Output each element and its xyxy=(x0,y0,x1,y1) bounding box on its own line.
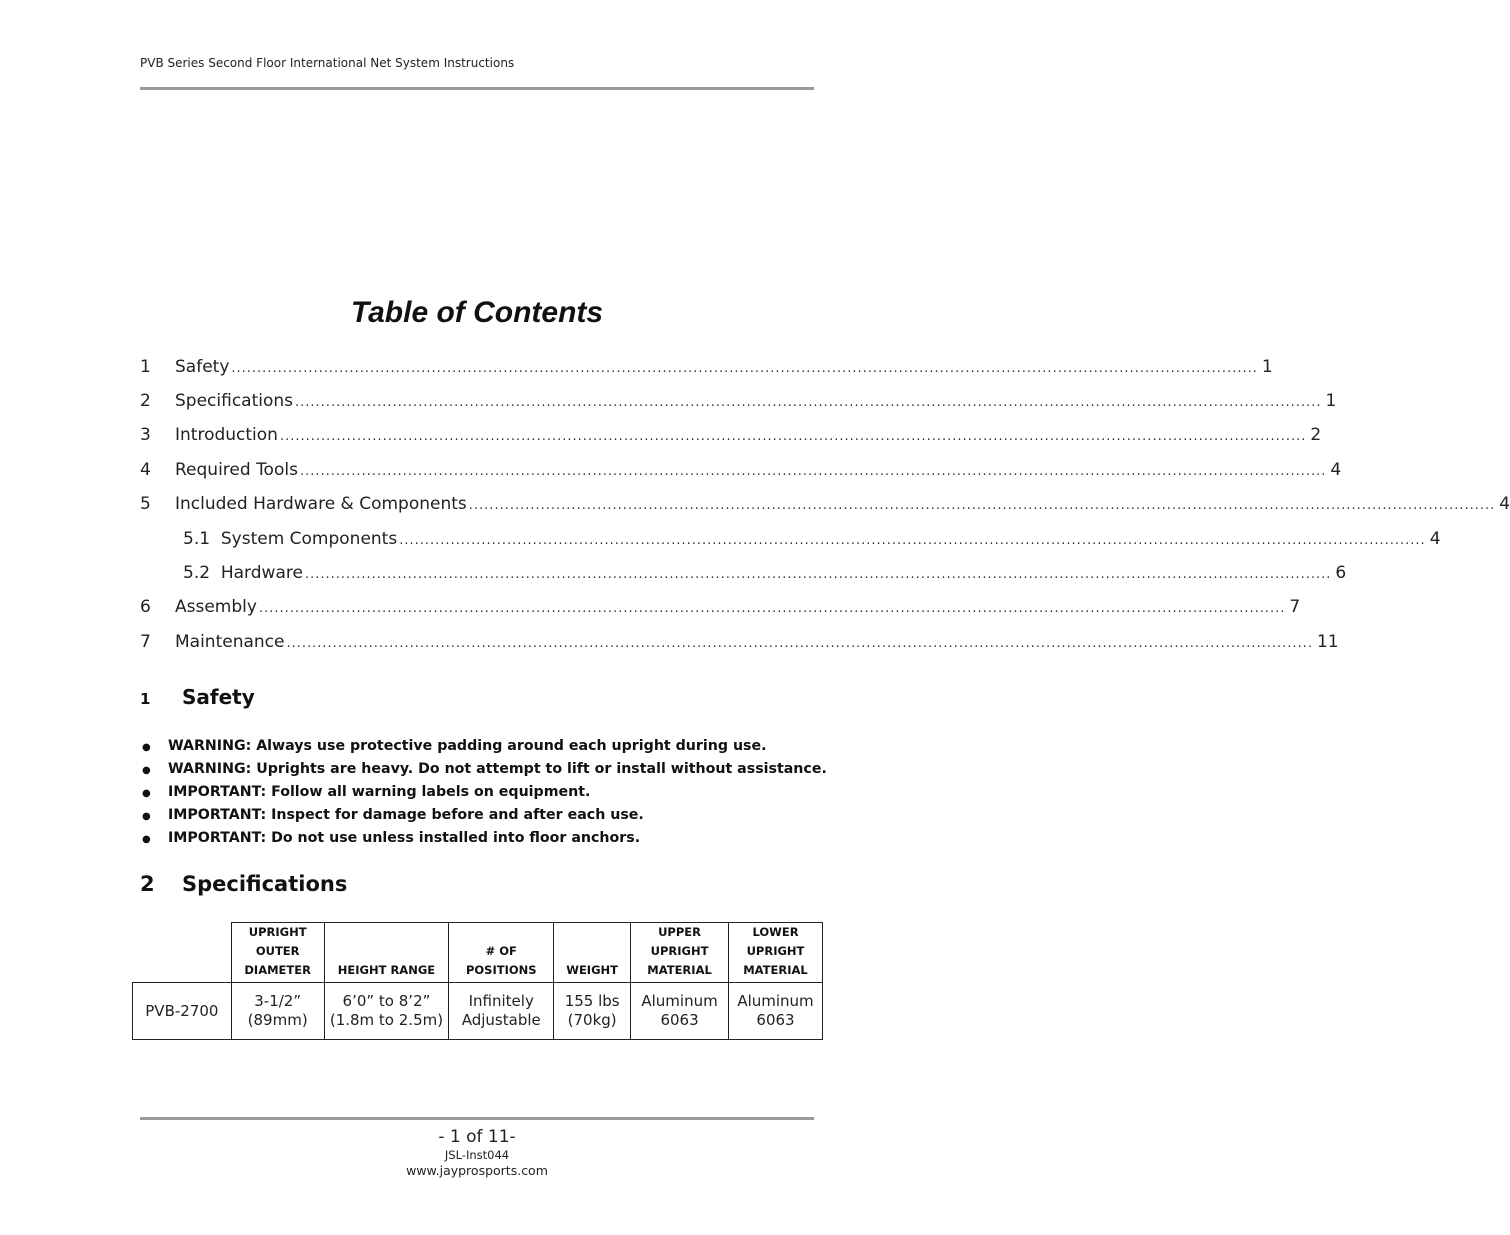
model-cell: PVB-2700 xyxy=(133,983,232,1040)
toc-leader-dots: ........................................................................................................................................................................................................ xyxy=(295,395,1322,410)
bullet-icon: ● xyxy=(142,765,151,776)
table-row xyxy=(133,983,823,1040)
list-item: ● IMPORTANT: Do not use unless installed into floor anchors. xyxy=(142,830,641,846)
toc-subentry[interactable] xyxy=(183,563,1347,585)
toc-entry-label: Included Hardware & Components xyxy=(175,494,467,514)
toc-entry-page: 7 xyxy=(1289,597,1301,617)
footer-rule xyxy=(140,1117,814,1120)
toc-subentry[interactable] xyxy=(183,529,1441,551)
table-cell: 6’0” to 8’2” (1.8m to 2.5m) xyxy=(324,983,449,1040)
toc-entry-label: Assembly xyxy=(175,597,257,617)
toc-leader-dots: ........................................................................................................................................................................................................ xyxy=(258,601,1286,616)
toc-leader-dots: ........................................................................................................................................................................................................ xyxy=(279,429,1307,444)
toc-entry-label: Hardware xyxy=(220,563,303,583)
section-title: Specifications xyxy=(182,872,348,896)
table-cell: Aluminum 6063 xyxy=(729,983,823,1040)
toc-entry-page: 2 xyxy=(1310,425,1322,445)
toc-entry-number: 5.2 Hardware xyxy=(183,563,303,583)
list-item: ● IMPORTANT: Inspect for damage before and after each use. xyxy=(142,807,644,823)
column-header: UPPER UPRIGHT MATERIAL xyxy=(631,923,729,983)
bullet-icon: ● xyxy=(142,742,151,753)
toc-entry-number: 5.1 System Components xyxy=(183,529,398,549)
page-number: - 1 of 11- xyxy=(438,1127,516,1147)
list-item: ● WARNING: Always use protective padding around each upright during use. xyxy=(142,738,767,754)
toc-entry-number: 7 xyxy=(140,632,151,652)
table-corner-cell xyxy=(133,923,232,983)
toc-leader-dots: ........................................................................................................................................................................................................ xyxy=(304,567,1332,582)
toc-entry-label: Required Tools xyxy=(175,460,298,480)
website-link[interactable]: www.jayprosports.com xyxy=(406,1163,548,1178)
toc-entry-label: Safety xyxy=(175,357,230,377)
column-header: LOWER UPRIGHT MATERIAL xyxy=(729,923,823,983)
running-header: PVB Series Second Floor International Net System Instructions xyxy=(140,56,515,70)
bullet-icon: ● xyxy=(142,834,151,845)
toc-entry-label: Introduction xyxy=(175,425,278,445)
section-number: 1 xyxy=(140,690,151,708)
toc-entry[interactable] xyxy=(140,494,1510,516)
toc-leader-dots: ........................................................................................................................................................................................................ xyxy=(299,464,1327,479)
toc-entry-number: 3 xyxy=(140,425,151,445)
safety-list xyxy=(140,738,827,853)
table-cell: 155 lbs (70kg) xyxy=(554,983,631,1040)
specifications-heading xyxy=(140,872,347,896)
column-header: UPRIGHT OUTER DIAMETER xyxy=(231,923,324,983)
toc-entry[interactable] xyxy=(140,460,1342,482)
toc-title: Table of Contents xyxy=(350,296,604,329)
toc-leader-dots: ........................................................................................................................................................................................................ xyxy=(399,533,1426,548)
table-cell: Aluminum 6063 xyxy=(631,983,729,1040)
column-header: # OF POSITIONS xyxy=(449,923,554,983)
toc-entry[interactable] xyxy=(140,632,1339,654)
table-cell: 3-1/2” (89mm) xyxy=(231,983,324,1040)
toc-entry-page: 11 xyxy=(1316,632,1339,652)
list-item: ● IMPORTANT: Follow all warning labels on equipment. xyxy=(142,784,591,800)
toc-entry-number: 2 xyxy=(140,391,151,411)
column-header: HEIGHT RANGE xyxy=(324,923,449,983)
toc-entry-label: System Components xyxy=(220,529,398,549)
specifications-table xyxy=(132,922,823,1040)
toc-leader-dots: ........................................................................................................................................................................................................ xyxy=(286,636,1313,651)
toc-entry-page: 4 xyxy=(1330,460,1342,480)
table-header-row xyxy=(133,923,823,983)
bullet-icon: ● xyxy=(142,788,151,799)
list-item: ● WARNING: Uprights are heavy. Do not attempt to lift or install without assistance. xyxy=(142,761,827,777)
toc-entry-page: 4 xyxy=(1499,494,1510,514)
toc-entry-page: 4 xyxy=(1429,529,1441,549)
toc-entry[interactable] xyxy=(140,597,1301,619)
document-id: JSL-Inst044 xyxy=(444,1148,510,1162)
toc-entry[interactable] xyxy=(140,425,1322,447)
toc-leader-dots: ........................................................................................................................................................................................................ xyxy=(468,498,1496,513)
safety-heading xyxy=(140,685,255,709)
toc-entry-number: 4 xyxy=(140,460,151,480)
section-number: 2 xyxy=(140,872,155,896)
toc-entry-label: Maintenance xyxy=(175,632,285,652)
header-rule xyxy=(140,87,814,90)
toc-entry-page: 1 xyxy=(1261,357,1273,377)
toc-entry[interactable] xyxy=(140,357,1273,379)
section-title: Safety xyxy=(182,685,255,709)
toc-entry-page: 1 xyxy=(1325,391,1337,411)
toc-entry[interactable] xyxy=(140,391,1337,413)
bullet-icon: ● xyxy=(142,811,151,822)
toc-entry-number: 1 xyxy=(140,357,151,377)
column-header: WEIGHT xyxy=(554,923,631,983)
toc-entry-page: 6 xyxy=(1335,563,1347,583)
toc-entry-number: 5 xyxy=(140,494,151,514)
toc-leader-dots: ........................................................................................................................................................................................................ xyxy=(231,361,1258,376)
toc-entry-label: Specifications xyxy=(175,391,294,411)
toc-entry-number: 6 xyxy=(140,597,151,617)
table-cell: Infinitely Adjustable xyxy=(449,983,554,1040)
